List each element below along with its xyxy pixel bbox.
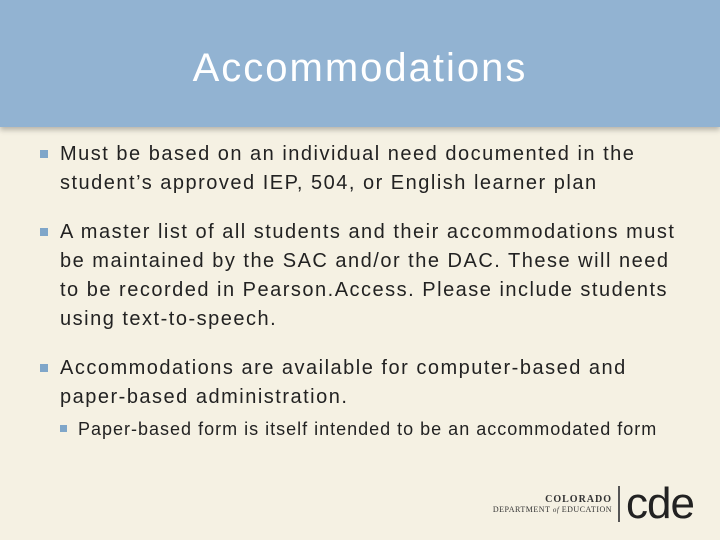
slide-title: Accommodations [192,46,528,90]
bullet-item [40,140,690,198]
bullet-text: A master list of all students and their accommodations must be maintained by the SAC and/or the DAC. These will need to be recorded in Pearson.Access. Please include students using text-to-speech. [60,221,676,330]
bullet-list [40,140,690,462]
bullet-text: Must be based on an individual need documented in the student’s approved IEP, 504, or English learner plan [60,143,636,194]
bullet-item [40,354,690,442]
bullet-text: Accommodations are available for computer-based and paper-based administration. [60,357,627,408]
logo-line-colorado: COLORADO [545,493,613,505]
logo-wordmark [493,494,612,515]
bullet-item [40,218,690,334]
logo-mark: cde [626,479,694,528]
bullet-square-icon [40,364,48,372]
logo-divider [618,486,620,522]
sub-bullet-square-icon [60,425,67,432]
sub-bullet-text: Paper-based form is itself intended to be an accommodated form [78,419,658,439]
sub-bullet-item [60,416,690,442]
bullet-square-icon [40,228,48,236]
logo-line-department: DEPARTMENT of EDUCATION [492,504,613,514]
bullet-square-icon [40,150,48,158]
cde-logo [492,479,694,528]
title-banner [0,0,720,127]
